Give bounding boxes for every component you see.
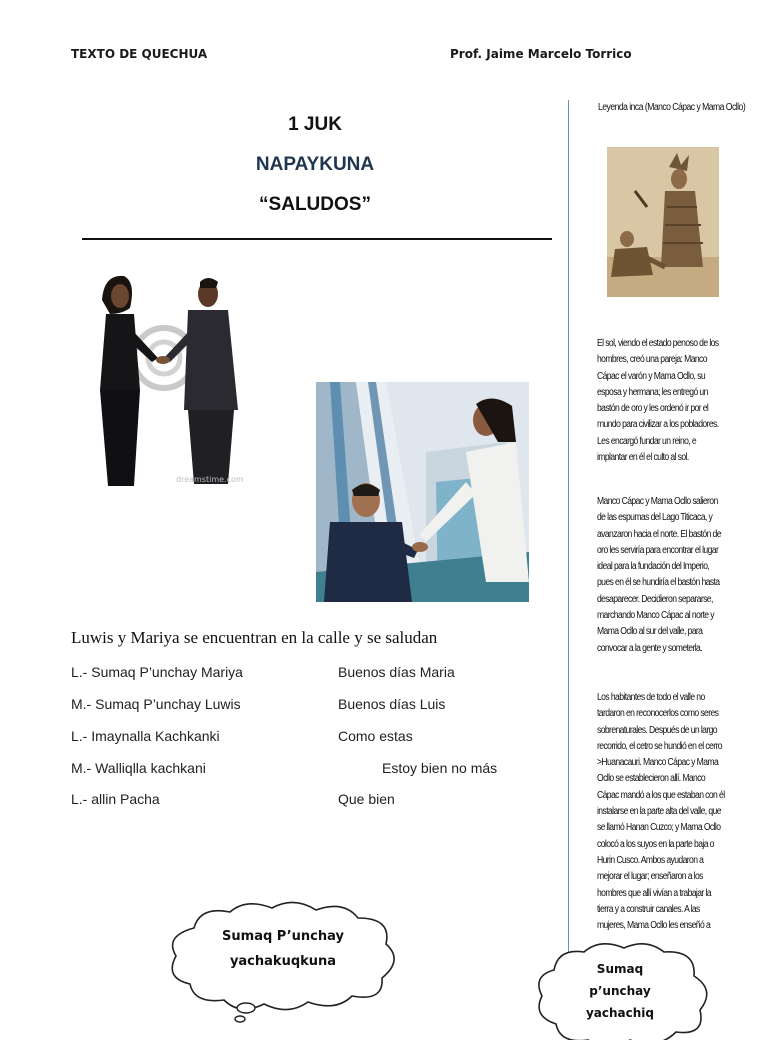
- students-cloud-callout: [160, 898, 406, 1024]
- title-rule: [82, 238, 552, 240]
- dialogue-line-quechua: L.- Imaynalla Kachkanki: [71, 728, 220, 744]
- sidebar-divider: [568, 100, 569, 980]
- cloud-right-line3: yachachiq: [585, 1006, 655, 1020]
- dialogue-line-spanish: Como estas: [338, 728, 413, 744]
- dialogue-line-spanish: Buenos días Luis: [338, 696, 446, 712]
- cloud-left-line2: yachakuqkuna: [229, 954, 337, 969]
- cloud-left-line1: Sumaq P’unchay: [222, 929, 344, 944]
- handshake-photo-1: [84, 270, 254, 490]
- dialogue-line-quechua: L.- allin Pacha: [71, 791, 160, 807]
- legend-paragraph: El sol, viendo el estado penoso de los hombres, creó una pareja: Manco Cápac el varón y Mama Ocllo, su esposa y hermana; les entregó un bastón de oro y les ordenó ir por el mundo para civilizar a los pobladores. Les encargó fundar un reino, e implantar en él el culto al sol.: [597, 338, 719, 464]
- photo-watermark: dreamstime.com: [176, 475, 244, 484]
- header-right: Prof. Jaime Marcelo Torrico: [450, 47, 632, 61]
- header-left: TEXTO DE QUECHUA: [71, 47, 208, 61]
- dialogue-intro: Luwis y Mariya se encuentran en la calle y se saludan: [71, 628, 438, 647]
- dialogue-line-spanish: Buenos días Maria: [338, 664, 455, 680]
- cloud-right-line1: Sumaq: [596, 962, 644, 976]
- dialogue-line-quechua: L.- Sumaq P’unchay Mariya: [71, 664, 243, 680]
- dialogue-line-spanish: Estoy bien no más: [382, 760, 498, 776]
- dialogue-line-quechua: M.- Sumaq P’unchay Luwis: [71, 696, 241, 712]
- lesson-title: NAPAYKUNA: [255, 154, 375, 175]
- handshake-photo-2: [316, 382, 529, 602]
- lesson-number: 1 JUK: [288, 114, 342, 135]
- teacher-cloud-callout: [530, 940, 716, 1024]
- dialogue-line-spanish: Que bien: [338, 791, 395, 807]
- lesson-subtitle: “SALUDOS”: [259, 194, 371, 215]
- sidebar-caption: Leyenda inca (Manco Cápac y Mama Ocllo): [598, 102, 746, 113]
- legend-paragraph: Los habitantes de todo el valle no tardaron en reconocerlos como seres sobrenaturales. Después de un largo recorrido, el cetro se hundió en el cerro >Huanacauri. Manco Cápac y Mama Ocllo se establecieron allí. Manco Cápac mandó a los que estaban con él instalarse en la parte alta del valle, que se llamó Hanan Cuzco; y Mama Ocllo colocó a los suyos en la parte baja o Hurin Cusco. Ambos ayudaron a mejorar el lugar; enseñaron a los hombres que allí vivían a trabajar la tierra y a construir canales. A las mujeres, Mama Ocllo les enseñó a: [597, 692, 725, 932]
- inca-legend-illustration: [607, 147, 719, 297]
- cloud-right-line2: p’unchay: [589, 984, 651, 998]
- legend-paragraph: Manco Cápac y Mama Ocllo salieron de las espumas del Lago Titicaca, y avanzaron hacia el norte. El bastón de oro les serviría para encontrar el lugar ideal para la fundación del Imperio, pues en él se hundiría el bastón hasta desaparecer. Decidieron separarse, marchando Manco Cápac al norte y Mama Ocllo al sur del valle, para convocar a la gente y someterla.: [597, 496, 721, 654]
- dialogue-line-quechua: M.- Walliqlla kachkani: [71, 760, 206, 776]
